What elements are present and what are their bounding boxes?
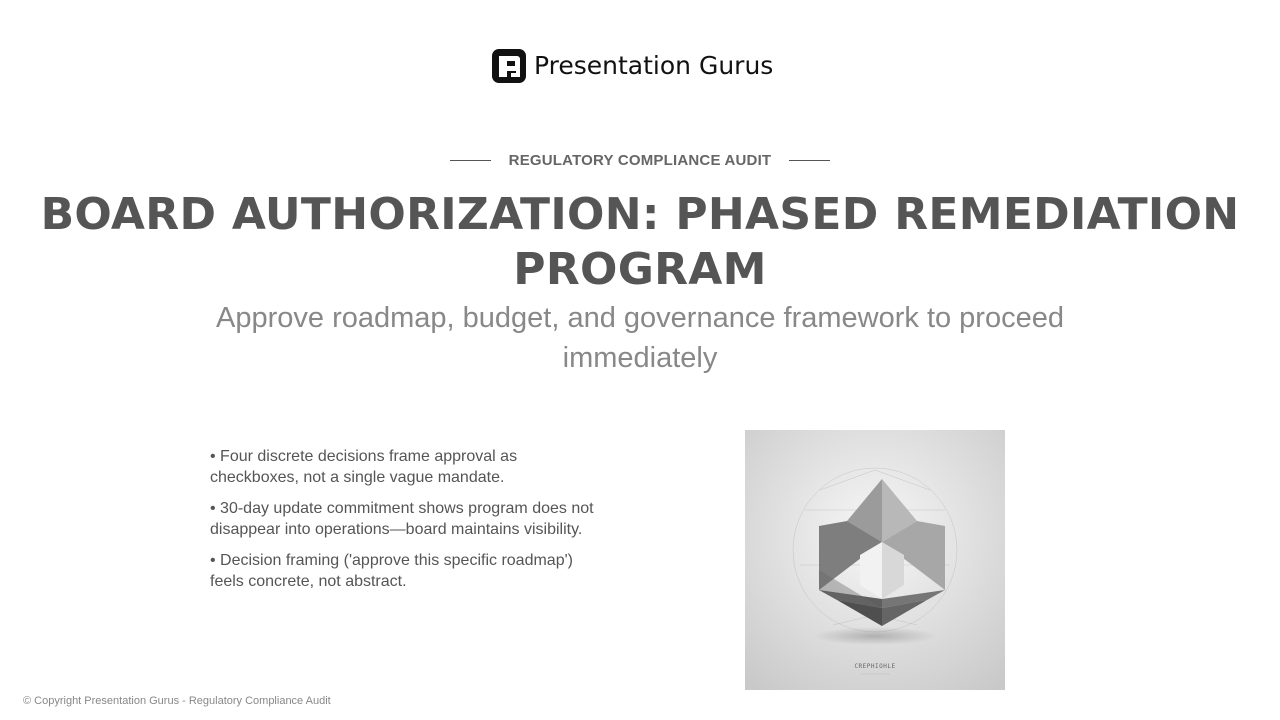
eyebrow-divider-left: [450, 160, 491, 161]
slide-title: BOARD AUTHORIZATION: PHASED REMEDIATION PROGRAM: [40, 189, 1240, 295]
bullet-item: • Decision framing ('approve this specific roadmap') feels concrete, not abstract.: [210, 552, 573, 590]
footer-copyright: © Copyright Presentation Gurus - Regulatory Compliance Audit: [23, 695, 331, 707]
bullet-item: • 30-day update commitment shows program does not disappear into operations—board maintains visibility.: [210, 500, 594, 538]
slide-subtitle: Approve roadmap, budget, and governance framework to proceed immediately: [216, 302, 1064, 374]
bullet-item: • Four discrete decisions frame approval as checkboxes, not a single vague mandate.: [210, 448, 518, 486]
section-eyebrow: [0, 152, 1280, 169]
eyebrow-divider-right: [789, 160, 830, 161]
presentation-gurus-logo-icon: [492, 49, 526, 83]
brand-logo: [492, 48, 792, 84]
slide-image: [745, 430, 1005, 690]
brand-name: Presentation Gurus: [534, 51, 774, 80]
image-caption: CREPHIOHLE: [854, 663, 896, 670]
geometric-crystal-illustration: [745, 430, 1005, 690]
eyebrow-label: REGULATORY COMPLIANCE AUDIT: [508, 152, 772, 169]
bullet-list: [210, 446, 605, 602]
